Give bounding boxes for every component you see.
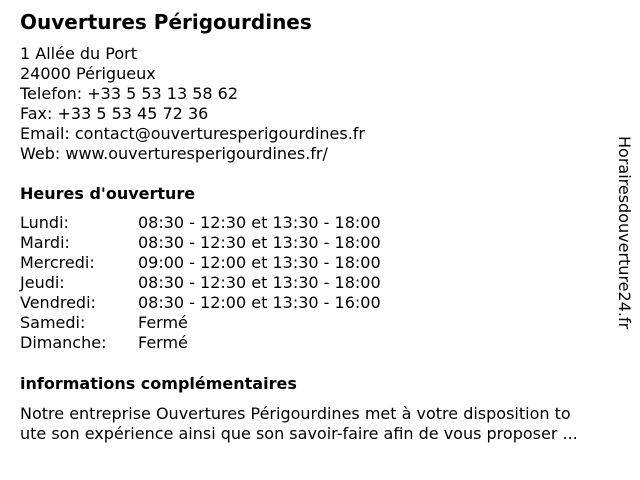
info-text-line-1: Notre entreprise Ouvertures Périgourdines met à votre disposition to xyxy=(20,404,571,423)
fax-line: Fax: +33 5 53 45 72 36 xyxy=(20,104,209,123)
hours-day: Vendredi: xyxy=(20,293,96,312)
hours-row xyxy=(20,233,381,253)
hours-time: 09:00 - 12:00 et 13:30 - 18:00 xyxy=(138,253,381,272)
opening-hours-heading: Heures d'ouverture xyxy=(20,184,196,203)
additional-info-heading: informations complémentaires xyxy=(20,374,297,393)
hours-time: Fermé xyxy=(138,313,188,332)
hours-day: Lundi: xyxy=(20,213,69,232)
hours-time: 08:30 - 12:30 et 13:30 - 18:00 xyxy=(138,213,381,232)
business-name: Ouvertures Périgourdines xyxy=(20,10,312,34)
additional-info-text xyxy=(20,404,624,444)
hours-time: 08:30 - 12:00 et 13:30 - 16:00 xyxy=(138,293,381,312)
opening-hours-table xyxy=(20,213,381,353)
hours-day: Mardi: xyxy=(20,233,70,252)
info-text-line-2: ute son expérience ainsi que son savoir-faire afin de vous proposer ... xyxy=(20,424,578,443)
site-watermark: Horairesdouverture24.fr xyxy=(615,136,634,330)
contact-block xyxy=(20,44,365,164)
hours-day: Jeudi: xyxy=(20,273,65,292)
hours-day: Samedi: xyxy=(20,313,86,332)
hours-row xyxy=(20,293,381,313)
address-line-2: 24000 Périgueux xyxy=(20,64,156,83)
hours-row xyxy=(20,253,381,273)
web-line: Web: www.ouverturesperigourdines.fr/ xyxy=(20,144,328,163)
hours-day: Mercredi: xyxy=(20,253,95,272)
hours-row xyxy=(20,313,381,333)
hours-time: 08:30 - 12:30 et 13:30 - 18:00 xyxy=(138,233,381,252)
hours-row xyxy=(20,273,381,293)
email-line: Email: contact@ouverturesperigourdines.fr xyxy=(20,124,366,143)
hours-time: 08:30 - 12:30 et 13:30 - 18:00 xyxy=(138,273,381,292)
hours-row xyxy=(20,213,381,233)
hours-time: Fermé xyxy=(138,333,188,352)
phone-line: Telefon: +33 5 53 13 58 62 xyxy=(20,84,239,103)
hours-day: Dimanche: xyxy=(20,333,107,352)
address-line-1: 1 Allée du Port xyxy=(20,44,137,63)
hours-row xyxy=(20,333,381,353)
